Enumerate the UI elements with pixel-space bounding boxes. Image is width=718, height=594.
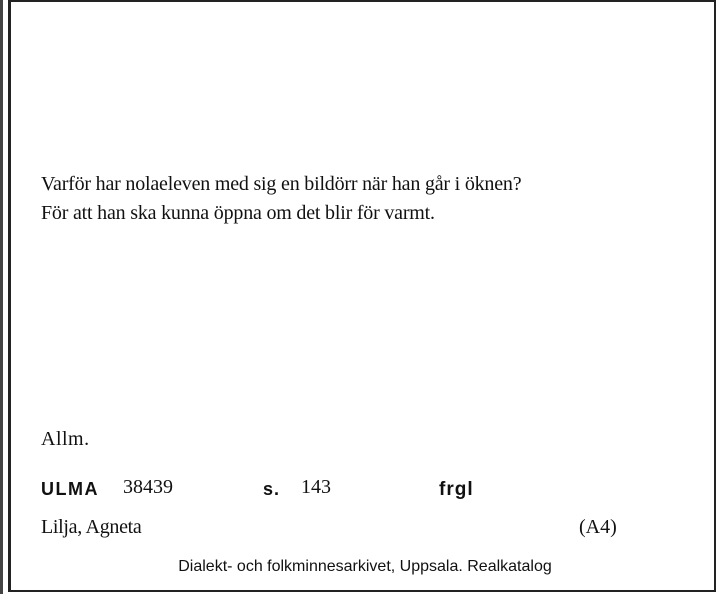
riddle-question: Varför har nolaeleven med sig en bildörr när han går i öknen?	[41, 173, 522, 195]
reference-row	[41, 476, 701, 504]
riddle-answer: För att han ska kunna öppna om det blir för varmt.	[41, 202, 435, 224]
archive-label: ULMA	[41, 479, 99, 499]
catalog-card	[8, 0, 716, 592]
classification-code: (A4)	[579, 516, 617, 538]
page-number: 143	[301, 476, 331, 498]
page-label: s.	[263, 479, 281, 499]
record-type: frgl	[439, 479, 474, 500]
collector-name: Lilja, Agneta	[41, 516, 142, 538]
archive-footer: Dialekt- och folkminnesarkivet, Uppsala. Realkatalog	[178, 558, 552, 575]
archive-number: 38439	[123, 476, 173, 498]
riddle-text	[41, 170, 521, 228]
category-label: Allm.	[41, 428, 90, 450]
scan-edge	[0, 0, 3, 594]
